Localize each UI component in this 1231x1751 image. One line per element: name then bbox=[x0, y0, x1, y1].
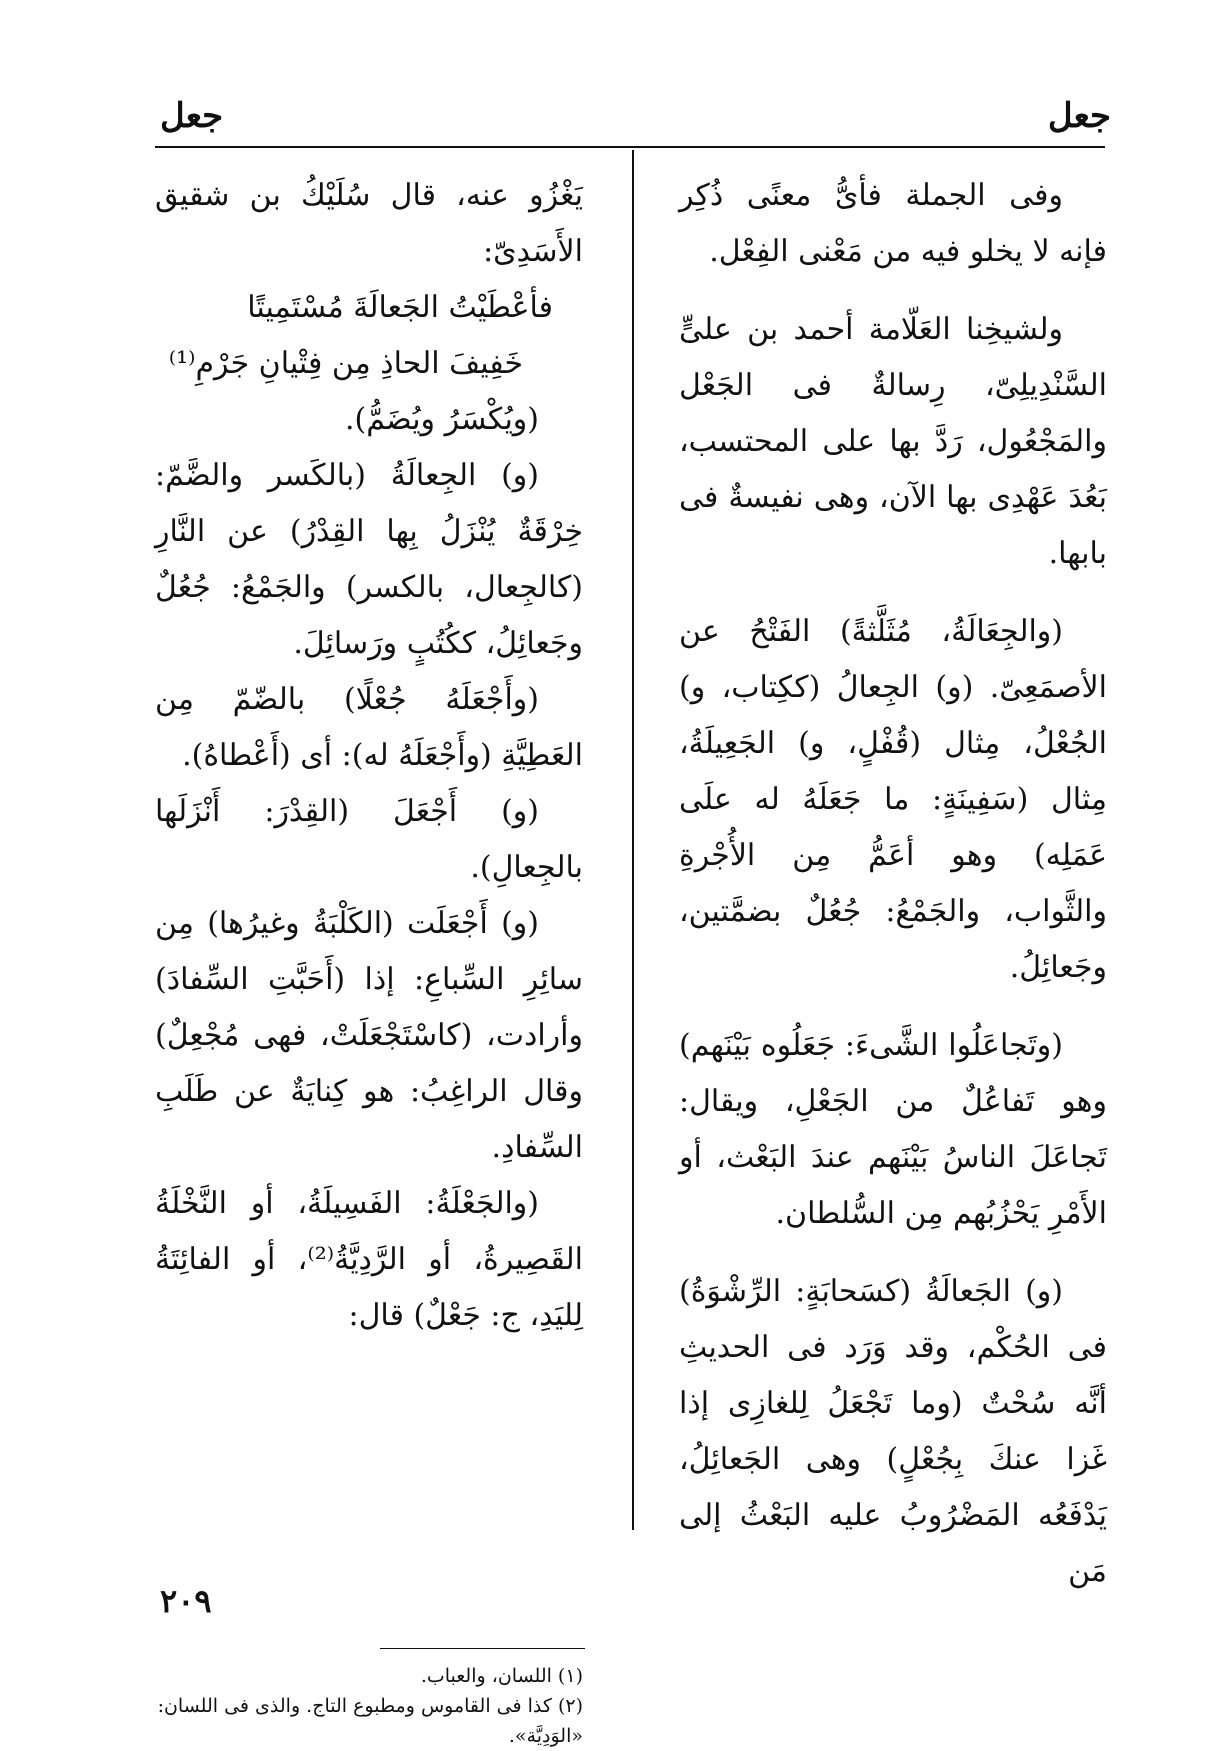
footnote: (١) اللسان، والعباب. bbox=[420, 1665, 583, 1687]
paragraph: (و) أَجْعَلَت (الكَلْبَةُ وغيرُها) مِن سائِرِ السِّباعِ: إذا (أَحَبَّتِ السِّفادَ) وأرادت، (كاسْتَجْعَلَتْ، فهى مُجْعِلٌ) وقال الراغِبُ: هو كِنايَةٌ عن طَلَبِ السِّفادِ. bbox=[155, 906, 583, 1165]
paragraph: (ويُكْسَرُ ويُضَمُّ). bbox=[344, 402, 539, 437]
paragraph: ولشيخِنا العَلّامة أحمد بن علىٍّ السَّنْدِيلِىّ، رِسالةٌ فى الجَعْل والمَجْعُول، رَدَّ بها على المحتسب، بَعُدَ عَهْدِى بها الآن، وهى نفيسةٌ فى بابها. bbox=[679, 312, 1107, 571]
verse-line: فأعْطَيْتُ الجَعالَةَ مُسْتَمِيتًا bbox=[247, 290, 553, 325]
running-header-left: جعل bbox=[160, 96, 224, 136]
verse-line: خَفِيفَ الحاذِ مِن فِتْيانِ جَرْمِ⁽¹⁾ bbox=[168, 346, 523, 381]
footnote: (٢) كذا فى القاموس ومطبوع التاج. والذى فى اللسان: «الوَدِيَّة». bbox=[157, 1695, 583, 1747]
paragraph: (والجِعَالَةُ، مُثَلَّثةً) الفَتْحُ عن الأصمَعِىّ. (و) الجِعالُ (ككِتاب، و) الجُعْلُ، مِثال (قُفْلٍ، و) الجَعِيلَةُ، مِثال (سَفِينَةٍ: ما جَعَلَهُ له علَى عَمَلِه) وهو أعَمُّ مِن الأُجْرةِ والثَّواب، والجَمْعُ: جُعُلٌ بضمَّتين، وجَعائِلُ. bbox=[679, 614, 1107, 985]
footnotes bbox=[155, 1661, 583, 1751]
column-divider bbox=[632, 150, 634, 1530]
paragraph: وفى الجملة فأىُّ معنًى ذُكِر فإنه لا يخلو فيه من مَعْنى الفِعْل. bbox=[679, 178, 1107, 269]
header-rule bbox=[155, 146, 1105, 148]
paragraph: (وتَجاعَلُوا الشَّىءَ: جَعَلُوه بَيْنَهم) وهو تَفاعُلٌ من الجَعْلِ، ويقال: تَجاعَلَ الناسُ بَيْنَهم عندَ البَعْث، أو الأَمْرِ يَحْزُبُهم مِن السُّلطان. bbox=[679, 1028, 1107, 1231]
running-header-right: جعل bbox=[1047, 96, 1111, 136]
paragraph: (والجَعْلَةُ: الفَسِيلَةُ، أو النَّخْلَةُ القَصِيرةُ، أو الرَّدِيَّةُ⁽²⁾، أو الفائِتَةُ لِليَدِ، ج: جَعْلٌ) قال: bbox=[155, 1186, 583, 1333]
paragraph: (و) الجِعالَةُ (بالكَسر والضَّمّ: خِرْقَةٌ يُنْزَلُ بِها القِدْرُ) عن النَّارِ (كالجِعال، بالكسر) والجَمْعُ: جُعُلٌ وجَعائِلُ، ككُتُبٍ ورَسائِلَ. bbox=[155, 458, 583, 661]
right-column bbox=[679, 168, 1107, 1622]
paragraph: (وأَجْعَلَهُ جُعْلًا) بالضّمّ مِن العَطِيَّةِ (وأَجْعَلَهُ له): أى (أَعْطاهُ). bbox=[155, 682, 583, 773]
paragraph: (و) الجَعالَةُ (كسَحابَةٍ: الرِّشْوَةُ) فى الحُكْم، وقد وَرَد فى الحديثِ أنَّه سُحْتٌ (وما تَجْعَلُ لِلغازِى إذا غَزا عنكَ بِجُعْلٍ) وهى الجَعائِلُ، يَدْفَعُه المَضْرُوبُ عليه البَعْثُ إلى مَن bbox=[679, 1274, 1107, 1589]
left-column bbox=[155, 168, 583, 1344]
page-number: ٢٠٩ bbox=[160, 1582, 212, 1620]
paragraph: (و) أَجْعَلَ (القِدْرَ: أَنْزَلَها بالجِعالِ). bbox=[155, 794, 583, 885]
footnote-rule bbox=[380, 1648, 585, 1649]
paragraph: يَغْزُو عنه، قال سُلَيْكُ بن شقيق الأَسَدِىّ: bbox=[155, 178, 583, 269]
